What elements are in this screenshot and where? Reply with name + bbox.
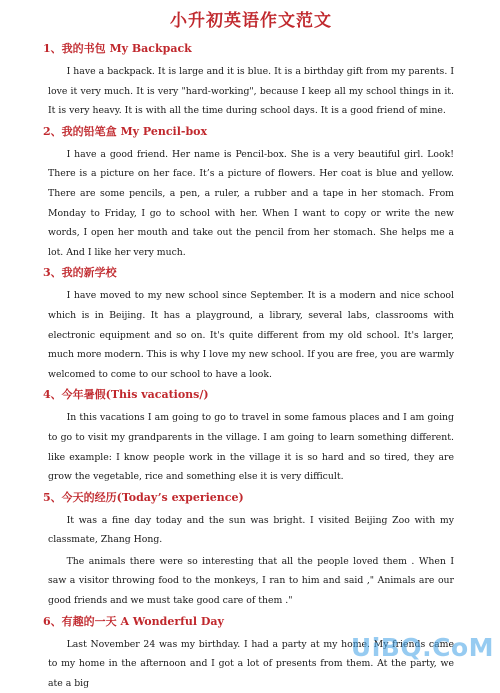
section-my-pencil-box: [43, 123, 454, 263]
section-heading: 6、有趣的一天 A Wonderful Day: [43, 614, 224, 628]
section-paragraph: Last November 24 was my birthday. I had a party at my home. My friends came to my home in the afternoon and I got a lot of presents from them. At the party, we ate a big: [48, 638, 454, 689]
section-heading: 1、我的书包 My Backpack: [43, 42, 192, 55]
section-todays-experience: [43, 489, 454, 611]
section-paragraph: The animals there were so interesting that all the people loved them . When I saw a visitor throwing food to the monkeys, I ran to him and said ," Animals are our good friends and we must take good care of them .": [48, 555, 454, 607]
site-watermark: UiBQ.CoM: [350, 633, 494, 662]
section-paragraph: I have a backpack. It is large and it is blue. It is a birthday gift from my parents. I love it very much. It is very "hard-working", because I keep all my school things in it. It is very heavy. It is with all the time during school days. It is a good friend of mine.: [48, 66, 454, 117]
section-heading: 4、今年暑假(This vacations/): [43, 388, 209, 402]
section-a-wonderful-day: [43, 613, 454, 693]
section-my-new-school: [43, 264, 454, 384]
document-title: 小升初英语作文范文: [170, 11, 332, 31]
section-paragraph: I have a good friend. Her name is Pencil-box. She is a very beautiful girl. Look! There is a picture on her face. It’s a picture of flowers. Her coat is blue and yellow. There are some pencils, a pen, a ruler, a rubber and a tape in her stomach. From Monday to Friday, I go to school with her. When I want to copy or write the new words, I open her mouth and take out the pencil from her stomach. She helps me a lot. And I like her very much.: [48, 148, 454, 258]
section-my-backpack: [43, 40, 454, 121]
section-paragraph: I have moved to my new school since September. It is a modern and nice school which is in Beijing. It has a playground, a library, several labs, classrooms with electronic equipment and so on. It's quite different from my old school. It's larger, much more modern. This is why I love my new school. If you are free, you are warmly welcomed to come to our school to have a look.: [48, 290, 454, 380]
section-paragraph: It was a fine day today and the sun was bright. I visited Beijing Zoo with my classmate, Zhang Hong.: [48, 514, 454, 546]
section-heading: 2、我的铅笔盒 My Pencil-box: [43, 124, 208, 138]
section-heading: 3、我的新学校: [43, 266, 117, 280]
section-paragraph: In this vacations I am going to go to travel in some famous places and I am going to go to visit my grandparents in the village. I am going to learn something different. like example: I know people work in the village it is so hard and so tired, they are grow the vegetable, rice and something else it is very difficult.: [48, 412, 454, 483]
section-this-vacation: [43, 386, 454, 486]
section-heading: 5、今天的经历(Today’s experience): [43, 490, 244, 504]
